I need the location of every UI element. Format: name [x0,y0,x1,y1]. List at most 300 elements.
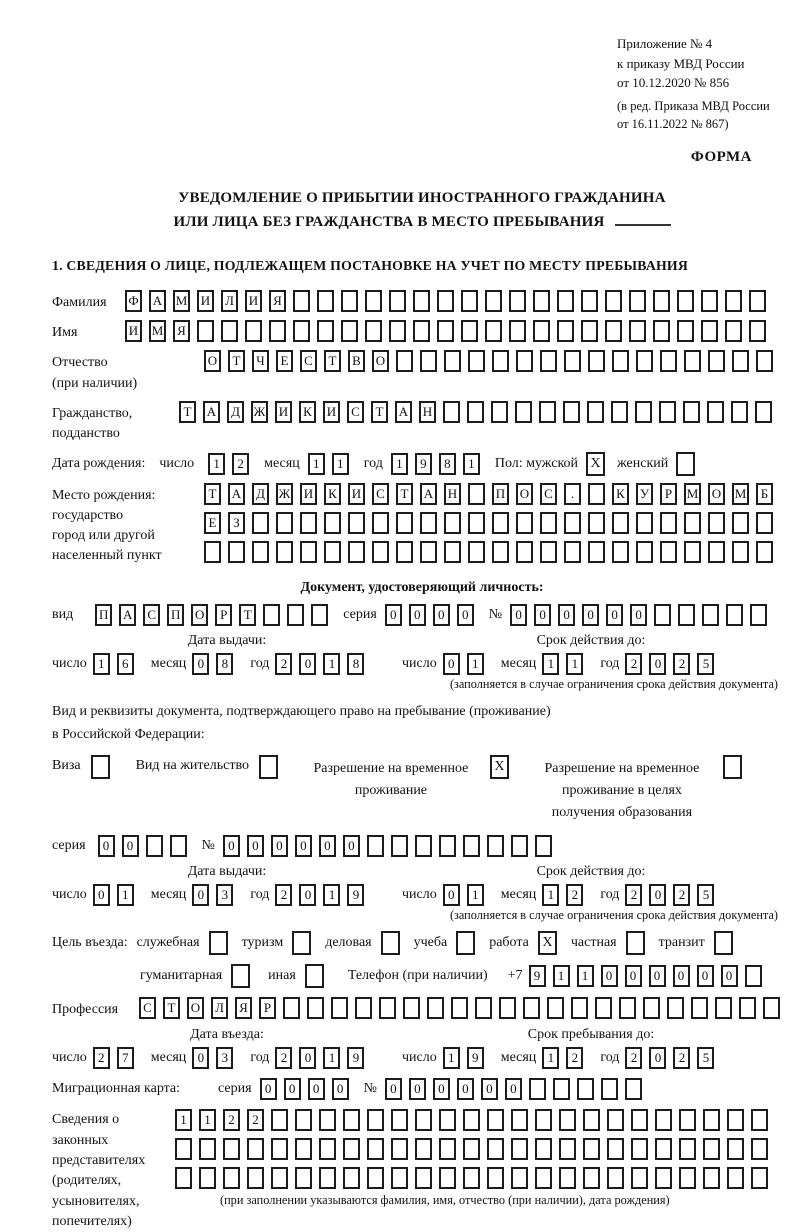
char-box[interactable]: 2 [247,1109,264,1131]
char-box[interactable] [487,1109,504,1131]
char-box[interactable] [588,541,605,563]
char-box[interactable] [468,483,485,505]
char-box[interactable] [511,835,528,857]
char-box[interactable] [245,320,262,342]
char-box[interactable] [732,512,749,534]
char-box[interactable]: 0 [649,965,666,987]
char-box[interactable] [311,604,328,626]
char-box[interactable] [463,1167,480,1189]
char-box[interactable]: О [204,350,221,372]
char-box[interactable] [726,604,743,626]
char-box[interactable] [625,1078,642,1100]
char-box[interactable] [540,350,557,372]
char-box[interactable] [175,1138,192,1160]
char-box[interactable]: 0 [534,604,551,626]
char-box[interactable]: 0 [122,835,139,857]
purpose-humanitarian-checkbox[interactable] [231,964,250,988]
char-box[interactable]: Ч [252,350,269,372]
char-box[interactable]: К [612,483,629,505]
char-box[interactable] [170,835,187,857]
char-box[interactable] [745,965,762,987]
char-box[interactable]: 0 [630,604,647,626]
char-box[interactable] [492,350,509,372]
char-box[interactable]: Д [227,401,244,423]
char-box[interactable]: 8 [216,653,233,675]
char-box[interactable]: С [347,401,364,423]
char-box[interactable] [756,512,773,534]
char-box[interactable] [276,512,293,534]
char-box[interactable] [679,1138,696,1160]
char-box[interactable]: 9 [347,884,364,906]
char-box[interactable]: 1 [542,653,559,675]
char-box[interactable]: О [191,604,208,626]
char-box[interactable] [439,1138,456,1160]
char-box[interactable] [629,320,646,342]
char-box[interactable]: 0 [308,1078,325,1100]
char-box[interactable]: 0 [385,1078,402,1100]
char-box[interactable]: С [372,483,389,505]
char-box[interactable] [287,604,304,626]
char-box[interactable]: О [516,483,533,505]
char-box[interactable]: 0 [457,604,474,626]
char-box[interactable] [413,320,430,342]
char-box[interactable] [415,1138,432,1160]
char-box[interactable]: 0 [649,1047,666,1069]
char-box[interactable]: 0 [433,1078,450,1100]
char-box[interactable] [343,1109,360,1131]
char-box[interactable] [420,350,437,372]
char-box[interactable] [199,1167,216,1189]
char-box[interactable] [727,1109,744,1131]
char-box[interactable]: 0 [443,653,460,675]
char-box[interactable] [485,320,502,342]
char-box[interactable] [487,835,504,857]
char-box[interactable] [516,350,533,372]
char-box[interactable] [607,1138,624,1160]
char-box[interactable] [678,604,695,626]
char-box[interactable]: 0 [299,884,316,906]
char-box[interactable] [485,290,502,312]
char-box[interactable] [605,320,622,342]
char-box[interactable]: 0 [505,1078,522,1100]
char-box[interactable] [223,1167,240,1189]
char-box[interactable] [451,997,468,1019]
char-box[interactable] [199,1138,216,1160]
char-box[interactable] [684,350,701,372]
char-box[interactable] [547,997,564,1019]
char-box[interactable] [439,1109,456,1131]
char-box[interactable] [324,512,341,534]
char-box[interactable]: 2 [93,1047,110,1069]
char-box[interactable] [300,541,317,563]
char-box[interactable] [607,1167,624,1189]
char-box[interactable] [511,1167,528,1189]
char-box[interactable] [396,350,413,372]
char-box[interactable] [619,997,636,1019]
char-box[interactable] [516,512,533,534]
char-box[interactable] [197,320,214,342]
char-box[interactable] [636,350,653,372]
char-box[interactable] [539,401,556,423]
char-box[interactable]: Ж [276,483,293,505]
char-box[interactable]: А [420,483,437,505]
char-box[interactable]: 1 [553,965,570,987]
char-box[interactable] [511,1109,528,1131]
char-box[interactable]: 2 [625,884,642,906]
char-box[interactable] [348,512,365,534]
char-box[interactable]: А [395,401,412,423]
char-box[interactable]: 0 [457,1078,474,1100]
char-box[interactable]: Т [371,401,388,423]
char-box[interactable]: Е [204,512,221,534]
char-box[interactable]: 1 [463,453,480,475]
char-box[interactable]: 1 [208,453,225,475]
char-box[interactable] [523,997,540,1019]
char-box[interactable] [341,320,358,342]
char-box[interactable]: 0 [625,965,642,987]
char-box[interactable] [491,401,508,423]
char-box[interactable] [607,1109,624,1131]
char-box[interactable]: Л [211,997,228,1019]
char-box[interactable]: О [708,483,725,505]
char-box[interactable]: Т [179,401,196,423]
char-box[interactable] [247,1167,264,1189]
char-box[interactable] [702,604,719,626]
char-box[interactable]: 1 [443,1047,460,1069]
char-box[interactable]: 1 [467,884,484,906]
char-box[interactable] [559,1167,576,1189]
char-box[interactable]: 0 [98,835,115,857]
char-box[interactable]: 9 [415,453,432,475]
char-box[interactable]: З [228,512,245,534]
char-box[interactable]: 2 [275,1047,292,1069]
char-box[interactable] [487,1138,504,1160]
char-box[interactable] [563,401,580,423]
char-box[interactable] [367,1167,384,1189]
char-box[interactable] [283,997,300,1019]
char-box[interactable] [355,997,372,1019]
purpose-tourism-checkbox[interactable] [292,931,311,955]
char-box[interactable] [331,997,348,1019]
char-box[interactable]: 5 [697,1047,714,1069]
char-box[interactable] [324,541,341,563]
char-box[interactable] [461,320,478,342]
char-box[interactable] [739,997,756,1019]
char-box[interactable] [703,1138,720,1160]
char-box[interactable] [557,320,574,342]
char-box[interactable] [611,401,628,423]
char-box[interactable]: 6 [117,653,134,675]
purpose-business-checkbox[interactable] [381,931,400,955]
char-box[interactable] [636,512,653,534]
char-box[interactable] [708,350,725,372]
char-box[interactable]: 1 [577,965,594,987]
char-box[interactable]: М [684,483,701,505]
char-box[interactable] [751,1109,768,1131]
char-box[interactable] [533,320,550,342]
char-box[interactable] [750,604,767,626]
char-box[interactable] [319,1109,336,1131]
char-box[interactable]: Л [221,290,238,312]
char-box[interactable] [564,541,581,563]
char-box[interactable] [529,1078,546,1100]
char-box[interactable] [655,1167,672,1189]
char-box[interactable]: 0 [271,835,288,857]
char-box[interactable]: 0 [332,1078,349,1100]
char-box[interactable] [707,401,724,423]
char-box[interactable] [655,1138,672,1160]
char-box[interactable] [691,997,708,1019]
char-box[interactable] [553,1078,570,1100]
char-box[interactable]: Р [215,604,232,626]
sex-female-checkbox[interactable] [676,452,695,476]
char-box[interactable]: 0 [721,965,738,987]
char-box[interactable] [295,1109,312,1131]
char-box[interactable]: 0 [697,965,714,987]
char-box[interactable]: 1 [391,453,408,475]
char-box[interactable]: 1 [93,653,110,675]
char-box[interactable]: Р [259,997,276,1019]
char-box[interactable] [636,541,653,563]
char-box[interactable] [660,350,677,372]
char-box[interactable]: 0 [649,653,666,675]
visa-checkbox[interactable] [91,755,110,779]
char-box[interactable] [307,997,324,1019]
char-box[interactable]: Т [204,483,221,505]
char-box[interactable] [467,401,484,423]
char-box[interactable] [755,401,772,423]
char-box[interactable] [343,1138,360,1160]
char-box[interactable] [701,320,718,342]
char-box[interactable]: . [564,483,581,505]
char-box[interactable] [540,512,557,534]
char-box[interactable] [535,835,552,857]
char-box[interactable] [499,997,516,1019]
char-box[interactable]: А [149,290,166,312]
char-box[interactable]: К [324,483,341,505]
purpose-transit-checkbox[interactable] [714,931,733,955]
char-box[interactable] [271,1167,288,1189]
char-box[interactable] [601,1078,618,1100]
char-box[interactable] [372,512,389,534]
char-box[interactable] [271,1138,288,1160]
char-box[interactable]: И [197,290,214,312]
char-box[interactable] [247,1138,264,1160]
char-box[interactable] [684,541,701,563]
char-box[interactable] [732,541,749,563]
char-box[interactable] [391,1167,408,1189]
char-box[interactable]: 1 [542,1047,559,1069]
char-box[interactable] [701,290,718,312]
char-box[interactable] [293,290,310,312]
char-box[interactable]: 1 [175,1109,192,1131]
char-box[interactable] [756,541,773,563]
char-box[interactable]: Т [228,350,245,372]
char-box[interactable]: П [167,604,184,626]
char-box[interactable]: Я [235,997,252,1019]
char-box[interactable]: 5 [697,653,714,675]
char-box[interactable] [631,1138,648,1160]
char-box[interactable] [317,290,334,312]
char-box[interactable]: 0 [606,604,623,626]
char-box[interactable] [437,290,454,312]
char-box[interactable]: 0 [433,604,450,626]
char-box[interactable]: 9 [529,965,546,987]
char-box[interactable]: И [245,290,262,312]
char-box[interactable] [612,350,629,372]
char-box[interactable] [415,1167,432,1189]
char-box[interactable] [751,1138,768,1160]
char-box[interactable] [756,350,773,372]
char-box[interactable]: 1 [199,1109,216,1131]
char-box[interactable]: М [173,290,190,312]
char-box[interactable]: Д [252,483,269,505]
char-box[interactable] [276,541,293,563]
char-box[interactable]: 0 [409,1078,426,1100]
char-box[interactable] [391,1109,408,1131]
char-box[interactable]: 8 [439,453,456,475]
char-box[interactable] [221,320,238,342]
char-box[interactable] [533,290,550,312]
char-box[interactable]: 2 [232,453,249,475]
char-box[interactable]: Р [660,483,677,505]
char-box[interactable]: 0 [260,1078,277,1100]
char-box[interactable]: М [732,483,749,505]
char-box[interactable] [571,997,588,1019]
residence-permit-checkbox[interactable] [259,755,278,779]
char-box[interactable]: 0 [343,835,360,857]
char-box[interactable] [396,512,413,534]
char-box[interactable] [389,290,406,312]
char-box[interactable]: Ж [251,401,268,423]
char-box[interactable] [581,320,598,342]
char-box[interactable] [677,290,694,312]
char-box[interactable] [684,512,701,534]
char-box[interactable] [461,290,478,312]
char-box[interactable] [252,541,269,563]
char-box[interactable] [635,401,652,423]
char-box[interactable]: 1 [323,653,340,675]
char-box[interactable] [319,1167,336,1189]
char-box[interactable] [420,512,437,534]
char-box[interactable] [535,1167,552,1189]
char-box[interactable]: О [372,350,389,372]
char-box[interactable] [583,1167,600,1189]
char-box[interactable]: 1 [308,453,325,475]
char-box[interactable]: 0 [192,653,209,675]
char-box[interactable] [413,290,430,312]
char-box[interactable]: 2 [275,884,292,906]
char-box[interactable] [427,997,444,1019]
char-box[interactable] [654,604,671,626]
char-box[interactable] [653,290,670,312]
char-box[interactable] [605,290,622,312]
char-box[interactable] [515,401,532,423]
char-box[interactable] [703,1167,720,1189]
char-box[interactable]: И [125,320,142,342]
char-box[interactable] [475,997,492,1019]
char-box[interactable] [365,320,382,342]
char-box[interactable]: 2 [625,653,642,675]
char-box[interactable] [595,997,612,1019]
char-box[interactable]: 1 [332,453,349,475]
char-box[interactable] [271,1109,288,1131]
char-box[interactable] [725,290,742,312]
char-box[interactable] [468,512,485,534]
char-box[interactable]: 0 [582,604,599,626]
char-box[interactable]: А [203,401,220,423]
char-box[interactable] [708,541,725,563]
char-box[interactable] [348,541,365,563]
char-box[interactable]: Т [239,604,256,626]
char-box[interactable]: 2 [673,653,690,675]
char-box[interactable] [319,1138,336,1160]
char-box[interactable]: И [300,483,317,505]
char-box[interactable] [559,1109,576,1131]
char-box[interactable] [365,290,382,312]
char-box[interactable] [577,1078,594,1100]
char-box[interactable]: 0 [247,835,264,857]
char-box[interactable] [444,350,461,372]
char-box[interactable]: 8 [347,653,364,675]
char-box[interactable] [391,1138,408,1160]
purpose-study-checkbox[interactable] [456,931,475,955]
char-box[interactable] [715,997,732,1019]
char-box[interactable] [588,350,605,372]
char-box[interactable] [703,1109,720,1131]
char-box[interactable] [677,320,694,342]
temp-residence-checkbox[interactable]: X [490,755,509,779]
char-box[interactable] [655,1109,672,1131]
char-box[interactable]: 5 [697,884,714,906]
char-box[interactable]: П [95,604,112,626]
char-box[interactable]: 0 [223,835,240,857]
char-box[interactable] [367,1109,384,1131]
char-box[interactable] [415,835,432,857]
char-box[interactable]: К [299,401,316,423]
char-box[interactable] [708,512,725,534]
char-box[interactable]: 1 [323,884,340,906]
char-box[interactable] [403,997,420,1019]
char-box[interactable]: О [187,997,204,1019]
char-box[interactable] [631,1109,648,1131]
char-box[interactable]: И [275,401,292,423]
char-box[interactable] [588,483,605,505]
char-box[interactable] [487,1167,504,1189]
char-box[interactable] [643,997,660,1019]
char-box[interactable] [660,541,677,563]
char-box[interactable] [583,1109,600,1131]
char-box[interactable] [223,1138,240,1160]
char-box[interactable]: П [492,483,509,505]
char-box[interactable] [631,1167,648,1189]
char-box[interactable] [731,401,748,423]
char-box[interactable]: 7 [117,1047,134,1069]
char-box[interactable]: 0 [649,884,666,906]
char-box[interactable] [660,512,677,534]
char-box[interactable] [175,1167,192,1189]
char-box[interactable]: Е [276,350,293,372]
char-box[interactable] [588,512,605,534]
char-box[interactable]: Ф [125,290,142,312]
char-box[interactable] [492,541,509,563]
char-box[interactable]: Т [324,350,341,372]
char-box[interactable]: Н [444,483,461,505]
char-box[interactable] [653,320,670,342]
char-box[interactable]: А [228,483,245,505]
char-box[interactable] [269,320,286,342]
char-box[interactable]: 0 [295,835,312,857]
